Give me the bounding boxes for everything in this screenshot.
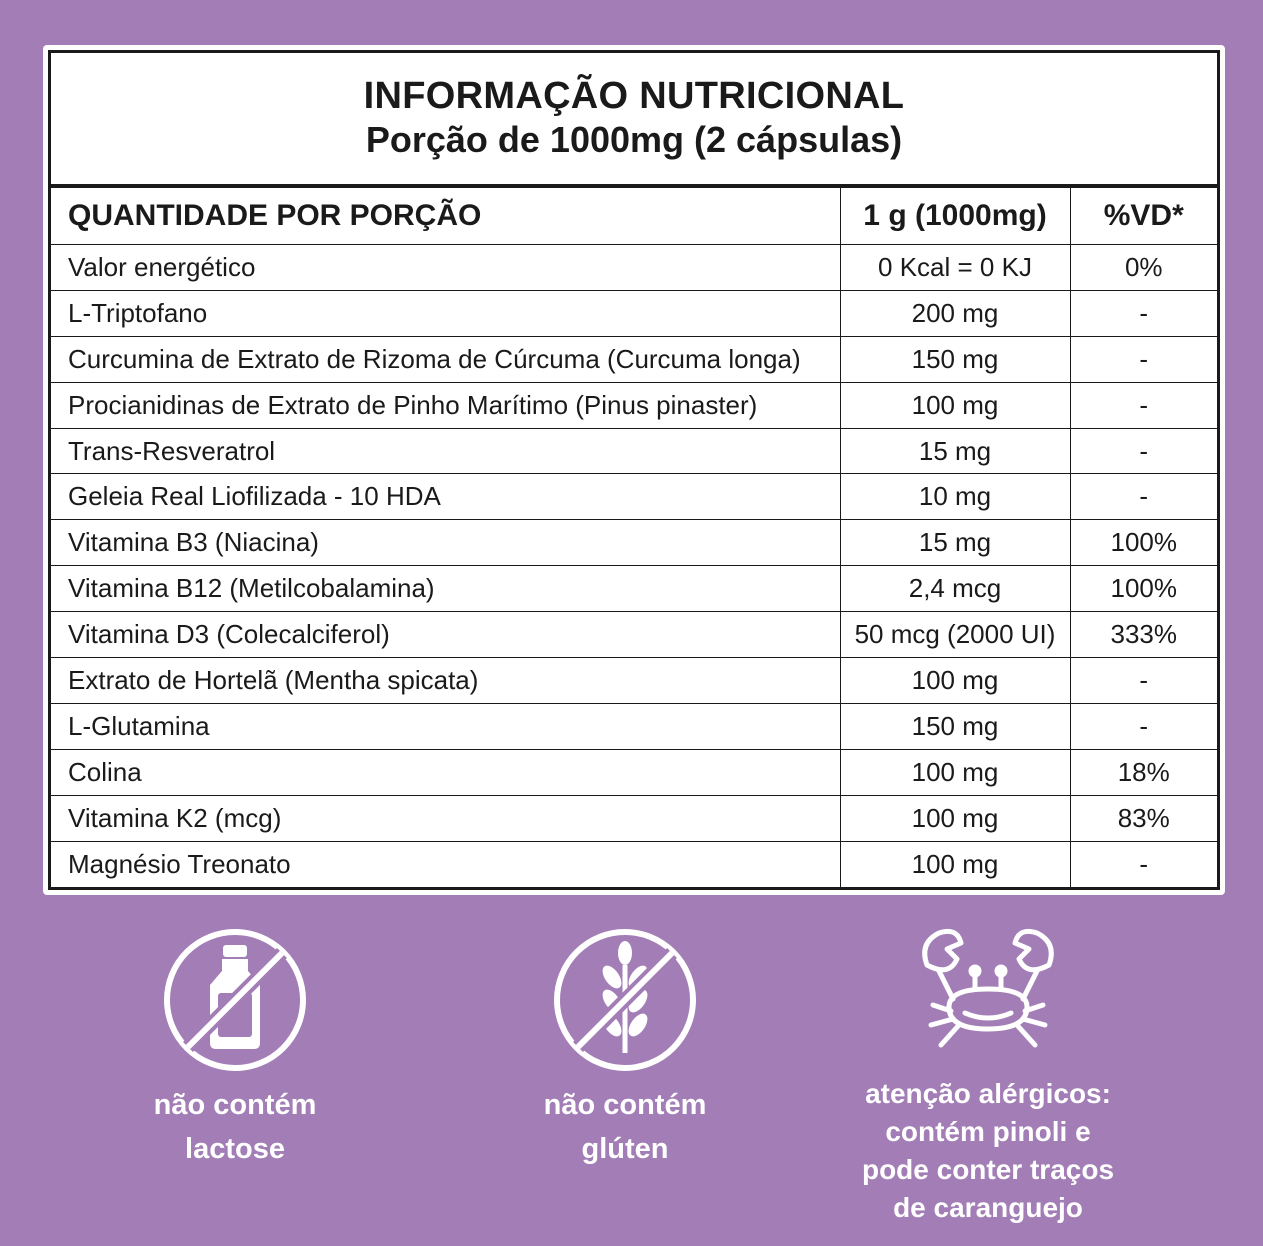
badge-line: contém pinoli e (885, 1116, 1091, 1147)
nutrition-facts-panel (43, 45, 1225, 895)
nutrient-name: Vitamina D3 (Colecalciferol) (51, 612, 840, 658)
table-row (51, 382, 1217, 428)
nutrient-name: Procianidinas de Extrato de Pinho Marítimo (Pinus pinaster) (51, 382, 840, 428)
nutrient-daily-value: 83% (1070, 795, 1217, 841)
nutrient-amount: 2,4 mcg (840, 566, 1070, 612)
nutrient-name: L-Glutamina (51, 703, 840, 749)
no-lactose-badge (110, 925, 360, 1171)
no-lactose-label (110, 1083, 360, 1171)
badge-line: não contém (153, 1089, 317, 1121)
nutrient-amount: 100 mg (840, 382, 1070, 428)
allergen-badges (0, 925, 1263, 1246)
nutrient-amount: 100 mg (840, 749, 1070, 795)
table-row (51, 841, 1217, 887)
badge-line: lactose (185, 1133, 285, 1165)
nutrient-amount: 150 mg (840, 703, 1070, 749)
table-row (51, 566, 1217, 612)
nutrient-name: Magnésio Treonato (51, 841, 840, 887)
nutrition-table (51, 188, 1217, 887)
nutrient-daily-value: - (1070, 658, 1217, 704)
nutrient-name: Curcumina de Extrato de Rizoma de Cúrcuma (Curcuma longa) (51, 336, 840, 382)
nutrient-daily-value: 0% (1070, 245, 1217, 291)
column-header-amount: 1 g (1000mg) (840, 188, 1070, 245)
nutrient-daily-value: - (1070, 703, 1217, 749)
nutrient-daily-value: 100% (1070, 520, 1217, 566)
badge-line: glúten (581, 1133, 669, 1165)
table-row (51, 245, 1217, 291)
nutrient-name: Valor energético (51, 245, 840, 291)
nutrient-daily-value: - (1139, 848, 1149, 879)
nutrient-amount: 150 mg (840, 336, 1070, 382)
nutrient-name: L-Triptofano (51, 290, 840, 336)
nutrient-name: Vitamina B3 (Niacina) (51, 520, 840, 566)
table-row (51, 474, 1217, 520)
serving-size: Porção de 1000mg (2 cápsulas) (365, 119, 903, 161)
nutrient-name: Colina (51, 749, 840, 795)
nutrient-name: Vitamina B12 (Metilcobalamina) (51, 566, 840, 612)
nutrient-amount: 15 mg (840, 520, 1070, 566)
column-header-daily-value: %VD* (1070, 188, 1217, 245)
nutrient-daily-value: - (1070, 474, 1217, 520)
nutrient-name: Vitamina K2 (mcg) (51, 795, 840, 841)
allergen-warning-badge (818, 925, 1158, 1227)
nutrient-amount: 0 Kcal = 0 KJ (840, 245, 1070, 291)
table-row (51, 520, 1217, 566)
badge-line: não contém (543, 1089, 707, 1121)
table-row (51, 658, 1217, 704)
nutrient-amount: 15 mg (840, 428, 1070, 474)
allergen-warning-label (818, 1075, 1158, 1227)
nutrient-daily-value: - (1070, 428, 1217, 474)
crab-icon (913, 925, 1063, 1065)
table-header-row (51, 188, 1217, 245)
table-row (51, 428, 1217, 474)
nutrient-amount: 50 mcg (2000 UI) (840, 612, 1070, 658)
table-row (51, 795, 1217, 841)
nutrient-amount: 200 mg (840, 290, 1070, 336)
no-gluten-label (500, 1083, 750, 1171)
badge-line: pode conter traços (861, 1154, 1115, 1185)
nutrient-amount: 100 mg (840, 658, 1070, 704)
nutrient-daily-value: - (1070, 382, 1217, 428)
nutrition-header (51, 53, 1217, 188)
table-row (51, 290, 1217, 336)
badge-line: atenção alérgicos: (865, 1078, 1111, 1109)
badge-line: de caranguejo (893, 1192, 1083, 1223)
table-row (51, 703, 1217, 749)
nutrient-daily-value: 100% (1070, 566, 1217, 612)
nutrient-daily-value: - (1070, 336, 1217, 382)
nutrient-amount: 100 mg (840, 795, 1070, 841)
nutrition-title: INFORMAÇÃO NUTRICIONAL (363, 75, 905, 118)
nutrient-name: Extrato de Hortelã (Mentha spicata) (51, 658, 840, 704)
table-row (51, 336, 1217, 382)
no-lactose-icon (160, 925, 310, 1075)
nutrient-name: Geleia Real Liofilizada - 10 HDA (51, 474, 840, 520)
no-gluten-icon (550, 925, 700, 1075)
nutrient-daily-value: 18% (1070, 749, 1217, 795)
no-gluten-badge (500, 925, 750, 1171)
nutrient-amount: 10 mg (840, 474, 1070, 520)
nutrient-daily-value: 333% (1070, 612, 1217, 658)
table-row (51, 749, 1217, 795)
nutrient-daily-value: - (1070, 290, 1217, 336)
table-row (51, 612, 1217, 658)
nutrient-name: Trans-Resveratrol (51, 428, 840, 474)
nutrition-facts-frame (48, 50, 1220, 890)
nutrient-amount: 100 mg (840, 841, 1070, 887)
column-header-nutrient: QUANTIDADE POR PORÇÃO (51, 188, 840, 245)
